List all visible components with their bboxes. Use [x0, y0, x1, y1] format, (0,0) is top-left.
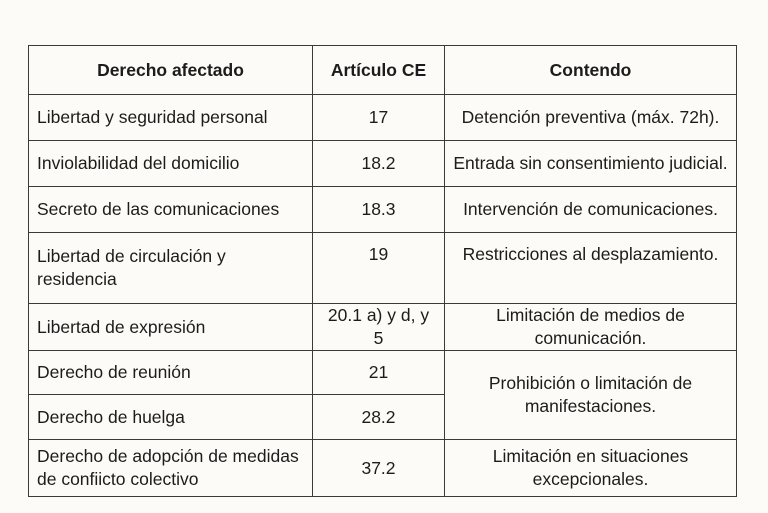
- header-right: Derecho afectado: [29, 46, 313, 95]
- article-cell: 17: [313, 95, 445, 141]
- right-cell: Libertad de circulación y residencia: [29, 233, 313, 304]
- right-cell: Derecho de huelga: [29, 395, 313, 440]
- right-cell: Derecho de adopción de medidas de confiicto colectivo: [29, 440, 313, 497]
- header-content: Contendo: [445, 46, 737, 95]
- right-cell: Inviolabilidad del domicilio: [29, 141, 313, 187]
- content-cell: Intervención de comunicaciones.: [445, 187, 737, 233]
- table-header-row: [29, 46, 737, 95]
- content-cell: Restricciones al desplazamiento.: [445, 233, 737, 304]
- article-cell: 18.3: [313, 187, 445, 233]
- table-row: [29, 304, 737, 351]
- content-cell: Entrada sin consentimiento judicial.: [445, 141, 737, 187]
- content-cell: Prohibición o limitación de manifestaciones.: [445, 351, 737, 440]
- article-cell: 19: [313, 233, 445, 304]
- table-row: [29, 233, 737, 304]
- content-cell: Limitación de medios de comunicación.: [445, 304, 737, 351]
- rights-table: [28, 45, 737, 497]
- content-cell: Limitación en situaciones excepcionales.: [445, 440, 737, 497]
- right-cell: Libertad y seguridad personal: [29, 95, 313, 141]
- table-row: [29, 141, 737, 187]
- table-row: [29, 95, 737, 141]
- article-cell: 21: [313, 351, 445, 395]
- right-cell: Secreto de las comunicaciones: [29, 187, 313, 233]
- table-row: [29, 351, 737, 395]
- right-cell: Derecho de reunión: [29, 351, 313, 395]
- table-row: [29, 440, 737, 497]
- article-cell: 37.2: [313, 440, 445, 497]
- article-cell: 28.2: [313, 395, 445, 440]
- header-article: Artículo CE: [313, 46, 445, 95]
- content-cell: Detención preventiva (máx. 72h).: [445, 95, 737, 141]
- article-cell: 18.2: [313, 141, 445, 187]
- article-cell: 20.1 a) y d, y 5: [313, 304, 445, 351]
- table-row: [29, 187, 737, 233]
- right-cell: Libertad de expresión: [29, 304, 313, 351]
